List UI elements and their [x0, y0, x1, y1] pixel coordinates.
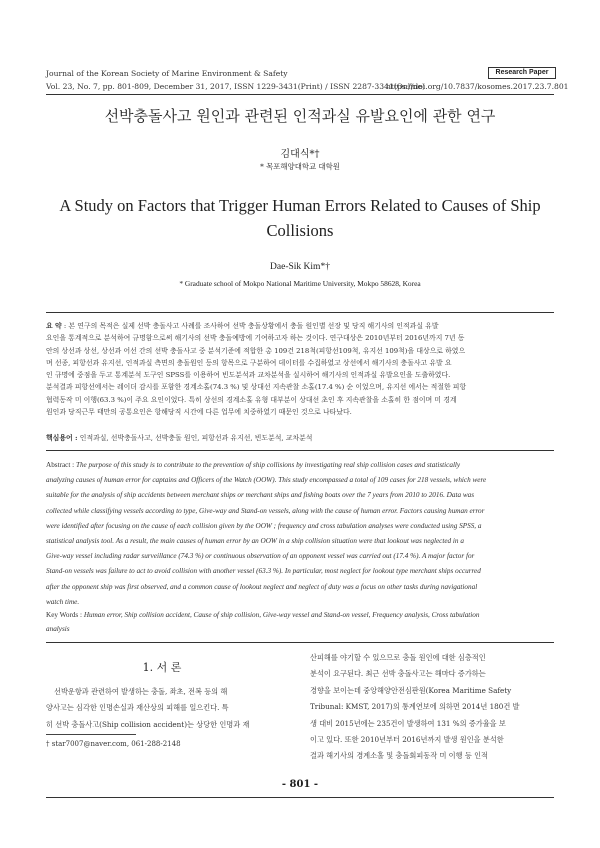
korean-abstract-line: 며 선종, 피항선과 유지선, 인적과실 측면의 충돌원인 등의 항목으로 구분하여 데이터를 수집하였고 상선에서 해기사의 충돌사고 유발 요	[46, 358, 452, 367]
english-author: Dae-Sik Kim*†	[270, 262, 330, 272]
body-line: 산피해를 야기할 수 있으므로 충돌 원인에 대한 심층적인	[310, 653, 486, 662]
korean-abstract-line: 원인과 당직근무 태만의 공통요인은 항해당직 시간에 다른 업무에 치중하였기 때문인 것으로 나타났다.	[46, 408, 352, 417]
korean-abstract-line: 인 규명에 중점을 두고 통계분석 도구인 SPSS를 이용하여 빈도분석과 교차분석을 실시하여 해기사의 인적과실 유발요인을 도출하였다.	[46, 371, 451, 380]
english-title-line2: Collisions	[266, 221, 334, 240]
english-keywords	[46, 608, 554, 636]
korean-abstract-line: 안의 상선과 상선, 상선과 어선 간의 선박 충돌사고 중 분석기준에 적합한 총 109건 218척(피항선109척, 유지선 109척)을 대상으로 하였으	[46, 346, 466, 355]
journal-name: Journal of the Korean Society of Marine Environment & Safety	[46, 69, 288, 78]
korean-keywords	[46, 432, 554, 444]
english-abstract-line: suitable for the analysis of ship accidents between merchant ships or merchant ships and fishing boats over the 7 years from 2010 to 2016. Data was	[46, 491, 475, 500]
body-line: Tribunal: KMST, 2017)의 통계연보에 의하면 2014년 180건 발	[310, 702, 520, 712]
body-line: 분석이 요구된다. 최근 선박 충돌사고는 해마다 증가하는	[310, 669, 486, 679]
abstract-top-rule	[46, 312, 554, 313]
body-line: 이고 있다. 또한 2010년부터 2016년까지 발생 원인을 분석한	[310, 735, 504, 745]
header-rule	[46, 94, 554, 95]
english-abstract-line: watch time.	[46, 597, 80, 606]
english-keywords-label: Key Words :	[46, 611, 83, 619]
doi-link[interactable]: https://doi.org/10.7837/kosomes.2017.23.7.801	[386, 82, 569, 91]
body-line: 선박운항과 관련하여 발생하는 충돌, 좌초, 전복 등의 해	[54, 687, 228, 696]
body-line: 양사고는 심각한 인명손실과 재산상의 피해를 일으킨다. 특	[46, 703, 229, 713]
body-line: 히 선박 충돌사고(Ship collision accident)는 상당한 인명과 재	[46, 719, 250, 729]
footer-rule	[46, 797, 554, 798]
english-abstract-line: after the opponent ship was first observed, and a common cause of lookout neglect and neglect of duty was a focus on other tasks during navigational	[46, 582, 478, 591]
korean-keywords-text: 인적과실, 선박충돌사고, 선박충돌 원인, 피항선과 유지선, 빈도분석, 교차분석	[79, 434, 313, 442]
body-line: 생 대비 2015년에는 235건이 발생하여 131 %의 증가율을 보	[310, 718, 506, 728]
volume-info: Vol. 23, No. 7, pp. 801-809, December 31, 2017, ISSN 1229-3431(Print) / ISSN 2287-3341(Online)	[46, 82, 425, 91]
korean-abstract-label: 요 약	[46, 322, 62, 330]
english-abstract	[46, 458, 554, 610]
footnote-contact: † star7007@naver.com, 061-288-2148	[46, 740, 181, 748]
abstract-bottom-rule	[46, 642, 554, 643]
korean-abstract-line: 협력동작 미 이행(63.3 %)이 주요 요인이었다. 특히 상선의 경계소홀 유형 대부분이 상대선 초인 후 지속관찰을 소홀히 한 점이며 미 경계	[46, 395, 457, 404]
english-abstract-line: statistical analysis tool. As a result, the main causes of human error by an OOW in a ship collision situation were that lookout was neglected in a	[46, 537, 464, 546]
english-abstract-line: were identified after focusing on the cause of each collision given by the OOW ; frequency and cross tabulation analyses were conducted using SPSS, a	[46, 521, 482, 530]
english-abstract-label: Abstract :	[46, 461, 75, 469]
korean-abstract-line: 요인을 통계적으로 분석하여 규명함으로써 해기사의 선박 충돌예방에 기여하고자 하는 것이다. 연구대상은 2010년부터 2016년까지 7년 동	[46, 334, 465, 343]
korean-abstract	[46, 320, 554, 418]
english-abstract-line: Stand-on vessels was failure to act to avoid collision with another vessel (63.3 %). In particular, most neglect for lookout type merchant ships occurred	[46, 567, 481, 576]
korean-abstract-line: : 본 연구의 목적은 실제 선박 충돌사고 사례를 조사하여 선박 충돌상황에서 충돌 원인별 선장 및 당직 해기사의 인적과실 유발	[63, 322, 439, 330]
english-abstract-line: collected while classifying vessels according to type, Give-way and Stand-on vessels, along with the cause of human error. Factors causing human error	[46, 506, 485, 515]
english-abstract-line: Give-way vessel including radar surveillance (74.3 %) or continuous observation of an opponent vessel was carried out (17.4 %). A major factor for	[46, 552, 475, 561]
english-abstract-line: The purpose of this study is to contribute to the prevention of ship collisions by investigating real ship collision cases and statistically	[75, 461, 461, 469]
korean-title: 선박충돌사고 원인과 관련된 인적과실 유발요인에 관한 연구	[104, 107, 496, 125]
body-line: 결과 해기사의 경계소홀 및 충돌회피동작 미 이행 등 인적	[310, 751, 488, 761]
english-affiliation: * Graduate school of Mokpo National Maritime University, Mokpo 58628, Korea	[179, 279, 421, 288]
page-number: - 801 -	[281, 779, 319, 790]
body-left-column	[46, 684, 278, 733]
body-right-column	[310, 650, 554, 765]
english-abstract-line: analyzing causes of human error for captains and Officers of the Watch (OOW). This study encompassed a total of 109 cases for 218 vessels, which were	[46, 476, 487, 485]
english-title-line1: A Study on Factors that Trigger Human Errors Related to Causes of Ship	[59, 196, 541, 215]
english-keywords-text: analysis	[46, 625, 70, 633]
footnote-rule	[46, 734, 136, 735]
paper-type-badge: Research Paper	[488, 67, 556, 79]
korean-affiliation: * 목포해양대학교 대학원	[260, 162, 340, 171]
korean-abstract-line: 분석결과 피항선에서는 레이더 감시를 포함한 경계소홀(74.3 %) 및 상대선 지속관찰 소홀(17.4 %) 순 이었으며, 유지선 에서는 적절한 피항	[46, 383, 467, 392]
body-line: 경향을 보이는데 중앙해양안전심판원(Korea Maritime Safety	[310, 685, 512, 695]
english-keywords-text: Human error, Ship collision accident, Cause of ship collision, Give-way vessel and Stand-on vessel, Frequency analysis, Cross tabulation	[83, 611, 480, 619]
abstract-mid-rule	[46, 450, 554, 451]
korean-keywords-label: 핵심용어 :	[46, 434, 78, 442]
section-heading: 1. 서 론	[142, 661, 182, 674]
korean-author: 김대식*†	[280, 149, 320, 160]
